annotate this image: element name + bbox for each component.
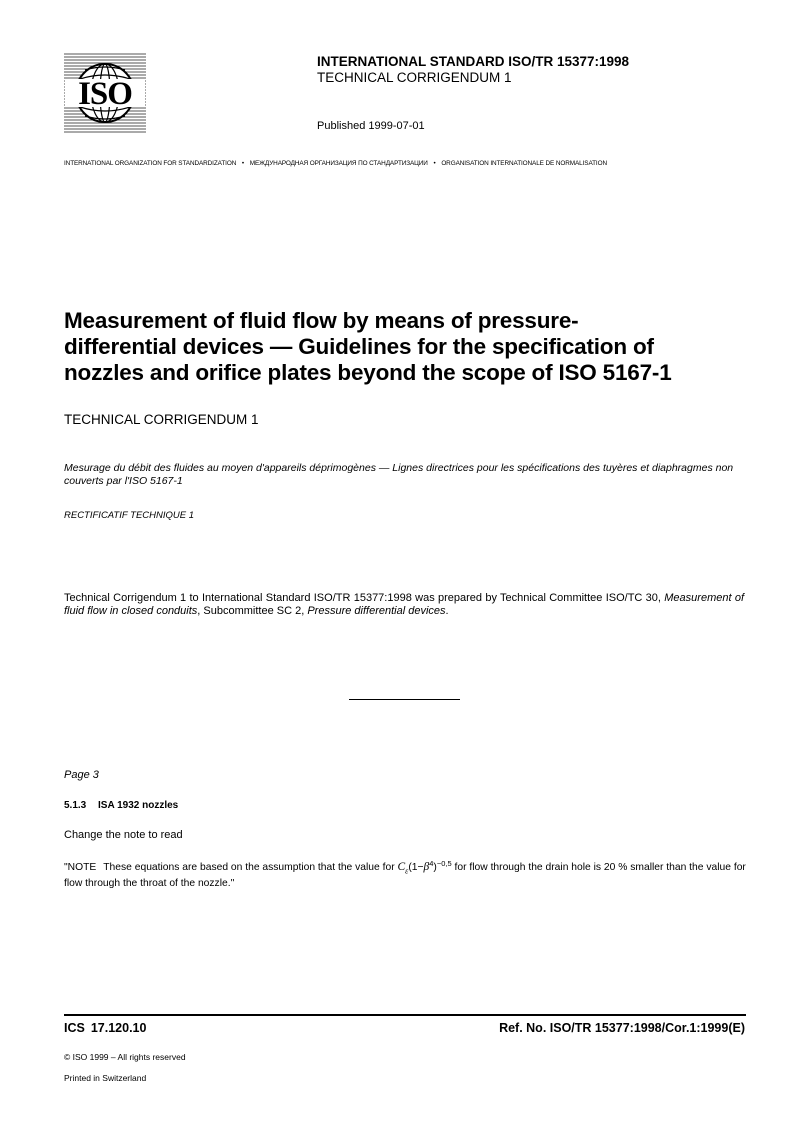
published-date: Published 1999-07-01 <box>317 120 425 132</box>
standard-title: INTERNATIONAL STANDARD ISO/TR 15377:1998 <box>317 54 630 69</box>
clause-heading <box>64 800 178 811</box>
ics-value: 17.120.10 <box>90 1021 147 1035</box>
ics-label: ICS <box>64 1021 85 1035</box>
iso-globe-icon <box>64 53 146 133</box>
document-title-line: Measurement of fluid flow by means of pressure- <box>64 308 579 333</box>
formula-beta: β <box>423 861 430 873</box>
formula-beta-exponent: 4 <box>429 859 434 868</box>
footer-rule <box>64 1014 746 1016</box>
note-text: These equations are based on the assumption that the value for <box>103 862 398 873</box>
formula-exponent: −0,5 <box>436 859 452 868</box>
clause-title: ISA 1932 nozzles <box>98 800 179 811</box>
iso-logo <box>64 53 146 133</box>
replacement-note <box>64 861 746 890</box>
reference-number: Ref. No. ISO/TR 15377:1998/Cor.1:1999(E) <box>499 1021 745 1035</box>
standard-subtitle: TECHNICAL CORRIGENDUM 1 <box>317 70 512 85</box>
note-label: "NOTE <box>64 862 97 873</box>
prep-text: Technical Corrigendum 1 to International Standard ISO/TR 15377:1998 was prepared by Technical Committee ISO/TC 30, <box>64 592 665 604</box>
committee-title: Measurement of fluid flow in closed conduits <box>64 592 744 617</box>
prep-text: , Subcommittee SC 2, <box>197 605 308 617</box>
bullet-separator: • <box>241 160 245 167</box>
formula-part: ) <box>433 862 437 873</box>
org-name-russian: МЕЖДУНАРОДНАЯ ОРГАНИЗАЦИЯ ПО СТАНДАРТИЗАЦИИ <box>249 160 428 167</box>
document-subtitle: TECHNICAL CORRIGENDUM 1 <box>64 412 259 427</box>
french-title: Mesurage du débit des fluides au moyen d'appareils déprimogènes — Lignes directrices pour les spécifications des tuyères et diaphragmes non couverts par l'ISO 5167-1 <box>64 462 734 487</box>
subcommittee-title: Pressure differential devices <box>307 605 446 617</box>
formula-part: (1− <box>408 862 424 873</box>
french-subtitle: RECTIFICATIF TECHNIQUE 1 <box>64 510 195 521</box>
svg-text:ISO: ISO <box>78 76 132 112</box>
copyright-notice: © ISO 1999 – All rights reserved <box>64 1052 186 1062</box>
prep-text: . <box>445 605 449 617</box>
page-reference: Page 3 <box>64 769 99 781</box>
separator-rule <box>349 699 460 700</box>
bullet-separator: • <box>433 160 436 167</box>
instruction-text: Change the note to read <box>64 829 183 841</box>
note-text: for flow through the drain hole is 20 % smaller than the value for flow through the throat of the nozzle." <box>64 862 746 890</box>
document-title-line: nozzles and orifice plates beyond the scope of ISO 5167-1 <box>64 360 672 385</box>
document-title <box>64 308 754 386</box>
organization-line <box>64 160 607 167</box>
clause-number: 5.1.3 <box>64 800 87 811</box>
printed-location: Printed in Switzerland <box>64 1073 147 1083</box>
org-name-english: INTERNATIONAL ORGANIZATION FOR STANDARDIZATION <box>64 160 237 167</box>
preparation-statement <box>64 592 744 618</box>
document-title-line: differential devices — Guidelines for the specification of <box>64 334 654 359</box>
ics-code <box>64 1021 146 1035</box>
org-name-french: ORGANISATION INTERNATIONALE DE NORMALISATION <box>441 160 607 167</box>
formula: $C_\varepsilon$ <box>397 861 409 876</box>
